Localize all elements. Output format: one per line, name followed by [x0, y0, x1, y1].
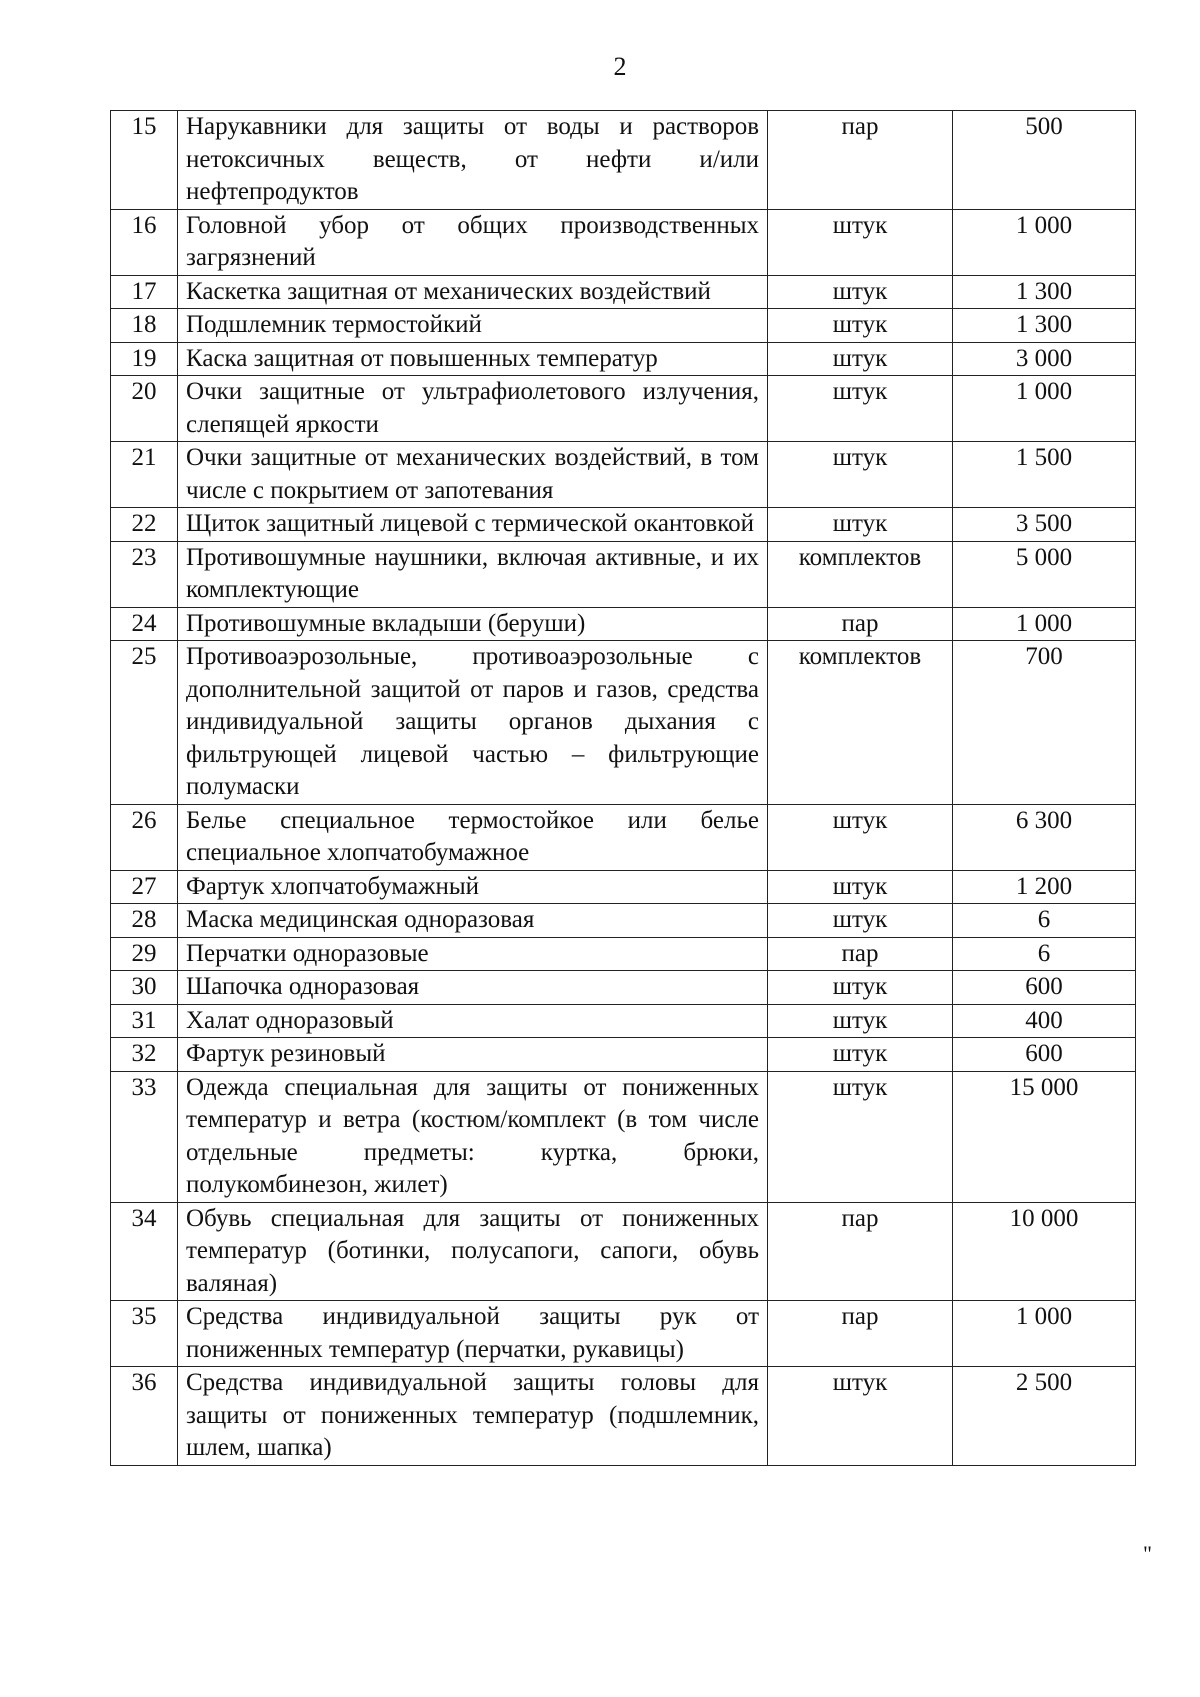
quantity: 1 300	[953, 309, 1136, 343]
unit-of-measure: штук	[768, 275, 953, 309]
unit-of-measure: штук	[768, 904, 953, 938]
table-row	[111, 111, 1136, 210]
row-number: 23	[111, 541, 178, 607]
item-name: Одежда специальная для защиты от пониженных температур и ветра (костюм/комплект (в том числе отдельные предметы: куртка, брюки, полукомбинезон, жилет)	[178, 1071, 768, 1202]
quantity: 3 500	[953, 508, 1136, 542]
unit-of-measure: штук	[768, 1004, 953, 1038]
table-row	[111, 309, 1136, 343]
unit-of-measure: штук	[768, 1071, 953, 1202]
quantity: 1 000	[953, 607, 1136, 641]
row-number: 17	[111, 275, 178, 309]
quantity: 1 000	[953, 209, 1136, 275]
unit-of-measure: пар	[768, 937, 953, 971]
unit-of-measure: штук	[768, 971, 953, 1005]
items-table-body	[111, 111, 1136, 1466]
quantity: 6	[953, 904, 1136, 938]
item-name: Фартук резиновый	[178, 1038, 768, 1072]
table-row	[111, 1004, 1136, 1038]
quantity: 15 000	[953, 1071, 1136, 1202]
table-row	[111, 1301, 1136, 1367]
unit-of-measure: штук	[768, 342, 953, 376]
closing-quote-mark: "	[1143, 1541, 1152, 1566]
quantity: 5 000	[953, 541, 1136, 607]
item-name: Противошумные вкладыши (беруши)	[178, 607, 768, 641]
row-number: 15	[111, 111, 178, 210]
unit-of-measure: штук	[768, 1038, 953, 1072]
quantity: 1 200	[953, 870, 1136, 904]
quantity: 1 000	[953, 1301, 1136, 1367]
unit-of-measure: штук	[768, 508, 953, 542]
unit-of-measure: штук	[768, 309, 953, 343]
item-name: Перчатки одноразовые	[178, 937, 768, 971]
unit-of-measure: штук	[768, 870, 953, 904]
row-number: 24	[111, 607, 178, 641]
quantity: 6 300	[953, 804, 1136, 870]
table-row	[111, 342, 1136, 376]
item-name: Средства индивидуальной защиты головы для защиты от пониженных температур (подшлемник, шлем, шапка)	[178, 1367, 768, 1466]
row-number: 22	[111, 508, 178, 542]
quantity: 3 000	[953, 342, 1136, 376]
quantity: 1 500	[953, 442, 1136, 508]
item-name: Щиток защитный лицевой с термической окантовкой	[178, 508, 768, 542]
row-number: 31	[111, 1004, 178, 1038]
item-name: Средства индивидуальной защиты рук от пониженных температур (перчатки, рукавицы)	[178, 1301, 768, 1367]
unit-of-measure: комплектов	[768, 541, 953, 607]
quantity: 10 000	[953, 1202, 1136, 1301]
unit-of-measure: пар	[768, 607, 953, 641]
row-number: 36	[111, 1367, 178, 1466]
unit-of-measure: штук	[768, 376, 953, 442]
item-name: Маска медицинская одноразовая	[178, 904, 768, 938]
row-number: 25	[111, 641, 178, 805]
table-row	[111, 607, 1136, 641]
items-table	[110, 110, 1136, 1466]
unit-of-measure: штук	[768, 1367, 953, 1466]
item-name: Очки защитные от ультрафиолетового излучения, слепящей яркости	[178, 376, 768, 442]
page-number: 2	[613, 52, 627, 81]
row-number: 34	[111, 1202, 178, 1301]
item-name: Подшлемник термостойкий	[178, 309, 768, 343]
quantity: 500	[953, 111, 1136, 210]
row-number: 26	[111, 804, 178, 870]
table-row	[111, 1038, 1136, 1072]
row-number: 30	[111, 971, 178, 1005]
unit-of-measure: пар	[768, 111, 953, 210]
row-number: 20	[111, 376, 178, 442]
unit-of-measure: штук	[768, 442, 953, 508]
unit-of-measure: пар	[768, 1301, 953, 1367]
table-row	[111, 904, 1136, 938]
table-row	[111, 1367, 1136, 1466]
row-number: 33	[111, 1071, 178, 1202]
quantity: 700	[953, 641, 1136, 805]
item-name: Халат одноразовый	[178, 1004, 768, 1038]
item-name: Обувь специальная для защиты от пониженных температур (ботинки, полусапоги, сапоги, обувь валяная)	[178, 1202, 768, 1301]
unit-of-measure: штук	[768, 209, 953, 275]
item-name: Нарукавники для защиты от воды и растворов нетоксичных веществ, от нефти и/или нефтепродуктов	[178, 111, 768, 210]
row-number: 29	[111, 937, 178, 971]
unit-of-measure: штук	[768, 804, 953, 870]
row-number: 27	[111, 870, 178, 904]
row-number: 18	[111, 309, 178, 343]
quantity: 6	[953, 937, 1136, 971]
item-name: Головной убор от общих производственных загрязнений	[178, 209, 768, 275]
table-row	[111, 804, 1136, 870]
item-name: Белье специальное термостойкое или белье специальное хлопчатобумажное	[178, 804, 768, 870]
table-row	[111, 209, 1136, 275]
item-name: Противоаэрозольные, противоаэрозольные с дополнительной защитой от паров и газов, средства индивидуальной защиты органов дыхания с фильтрующей лицевой частью – фильтрующие полумаски	[178, 641, 768, 805]
table-row	[111, 971, 1136, 1005]
row-number: 32	[111, 1038, 178, 1072]
row-number: 28	[111, 904, 178, 938]
row-number: 21	[111, 442, 178, 508]
table-row	[111, 641, 1136, 805]
unit-of-measure: пар	[768, 1202, 953, 1301]
unit-of-measure: комплектов	[768, 641, 953, 805]
item-name: Каска защитная от повышенных температур	[178, 342, 768, 376]
table-row	[111, 937, 1136, 971]
quantity: 600	[953, 971, 1136, 1005]
quantity: 600	[953, 1038, 1136, 1072]
table-row	[111, 1071, 1136, 1202]
row-number: 16	[111, 209, 178, 275]
table-row	[111, 1202, 1136, 1301]
row-number: 35	[111, 1301, 178, 1367]
table-row	[111, 376, 1136, 442]
table-row	[111, 870, 1136, 904]
item-name: Фартук хлопчатобумажный	[178, 870, 768, 904]
row-number: 19	[111, 342, 178, 376]
quantity: 1 000	[953, 376, 1136, 442]
table-row	[111, 275, 1136, 309]
table-row	[111, 541, 1136, 607]
item-name: Противошумные наушники, включая активные, и их комплектующие	[178, 541, 768, 607]
item-name: Очки защитные от механических воздействий, в том числе с покрытием от запотевания	[178, 442, 768, 508]
quantity: 1 300	[953, 275, 1136, 309]
quantity: 400	[953, 1004, 1136, 1038]
table-row	[111, 442, 1136, 508]
item-name: Шапочка одноразовая	[178, 971, 768, 1005]
quantity: 2 500	[953, 1367, 1136, 1466]
item-name: Каскетка защитная от механических воздействий	[178, 275, 768, 309]
table-row	[111, 508, 1136, 542]
